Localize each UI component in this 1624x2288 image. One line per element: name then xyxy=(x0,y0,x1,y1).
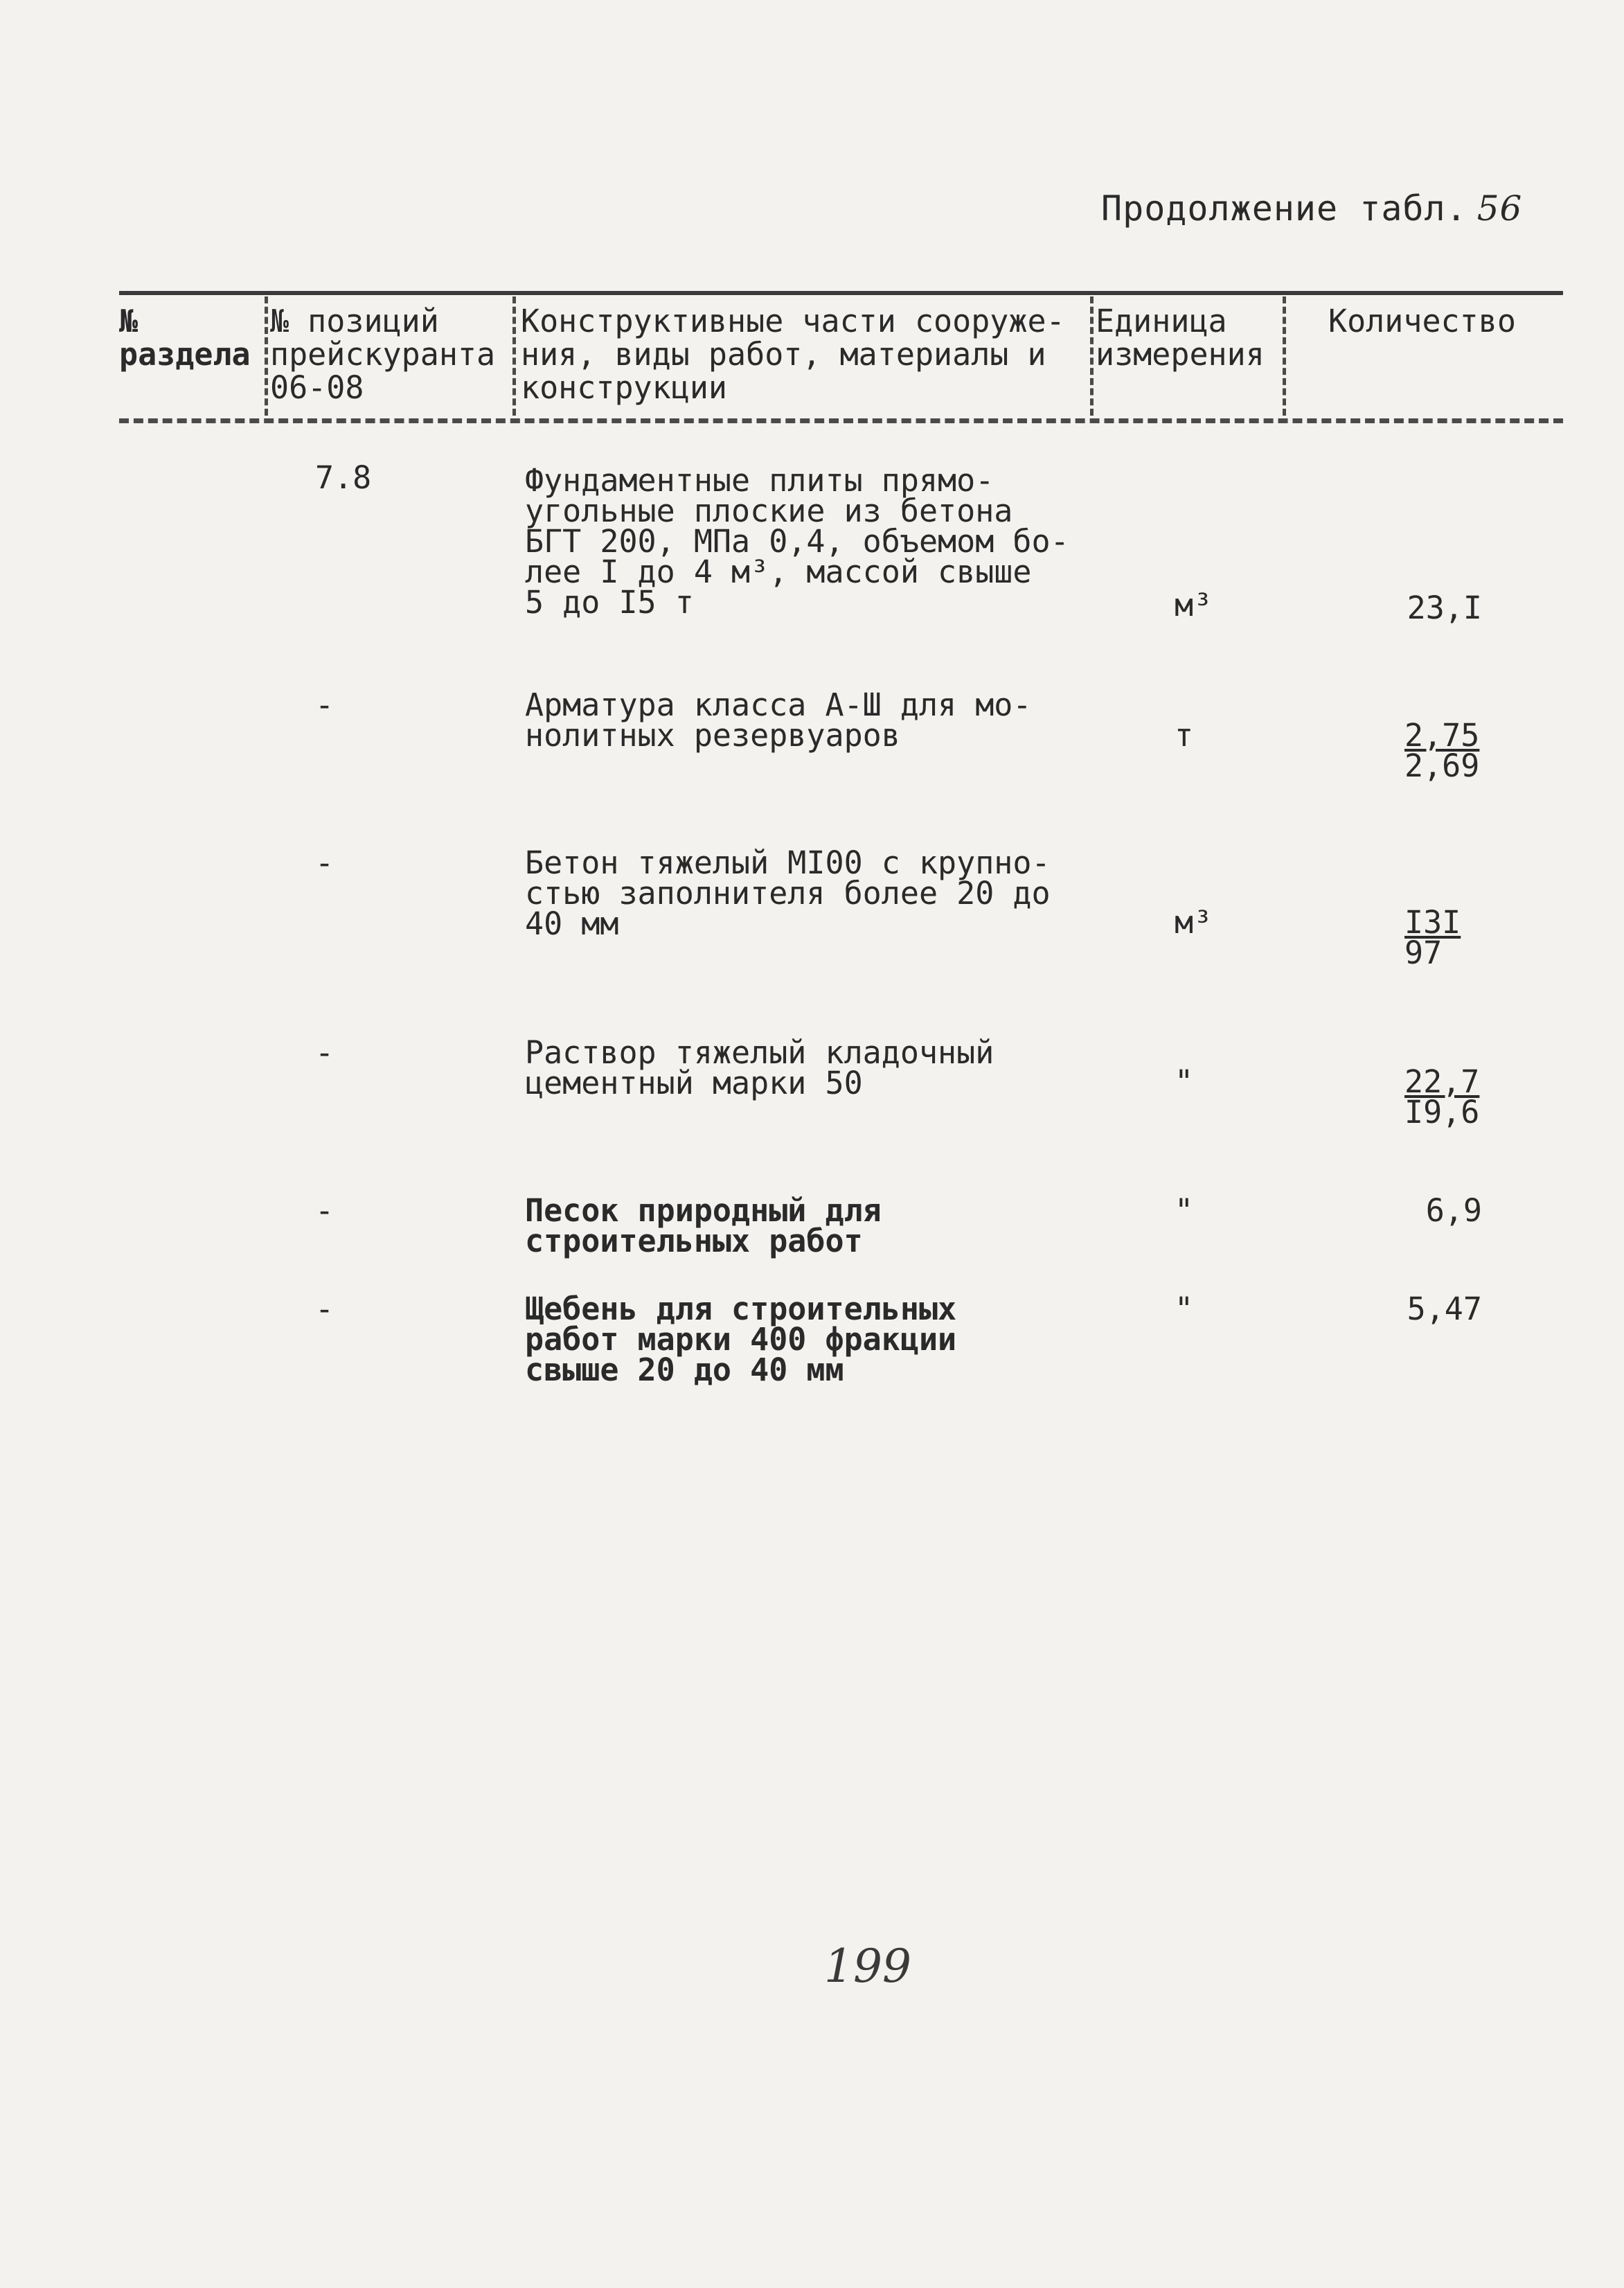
row-position: - xyxy=(315,1034,334,1071)
header-top-rule xyxy=(119,291,1563,295)
row-position: - xyxy=(315,844,334,881)
row-position: - xyxy=(315,1192,334,1229)
header-price-positions: № позиций прейскуранта 06-08 xyxy=(270,303,496,406)
row-quantity-bottom: I9,6 xyxy=(1404,1094,1480,1130)
page-number: 199 xyxy=(824,1940,911,1993)
row-unit: м³ xyxy=(1175,587,1213,623)
caption-text: Продолжение табл. xyxy=(1101,188,1467,229)
row-quantity-fraction xyxy=(1404,904,1461,971)
row-description: Раствор тяжелый кладочный цементный марки 50 xyxy=(525,1034,994,1101)
row-quantity-top: 2,75 xyxy=(1404,717,1480,754)
row-quantity-top: 22,7 xyxy=(1404,1063,1480,1100)
row-unit: " xyxy=(1175,1192,1194,1229)
header-bottom-rule xyxy=(119,418,1563,423)
row-description: Песок природный для строительных работ xyxy=(525,1192,882,1259)
row-unit: м³ xyxy=(1175,904,1213,941)
column-separator xyxy=(1090,296,1094,416)
row-quantity-bottom: 97 xyxy=(1404,934,1443,971)
row-quantity-bottom: 2,69 xyxy=(1404,747,1480,784)
column-separator xyxy=(512,296,516,416)
column-separator xyxy=(1283,296,1286,416)
header-quantity: Количество xyxy=(1328,303,1516,339)
row-quantity: 5,47 xyxy=(1407,1291,1482,1327)
row-quantity: 6,9 xyxy=(1425,1192,1482,1229)
row-description: Фундаментные плиты прямо- угольные плоские из бетона БГТ 200, МПа 0,4, объемом бо- лее I до 4 м³, массой свыше 5 до I5 т xyxy=(525,462,1069,621)
column-separator xyxy=(265,296,268,416)
header-unit: Единица измерения xyxy=(1096,303,1265,373)
row-position: - xyxy=(315,1291,334,1327)
row-quantity-top: I3I xyxy=(1404,904,1461,941)
row-position: 7.8 xyxy=(315,459,372,496)
table-caption xyxy=(1101,188,1522,229)
row-position: - xyxy=(315,686,334,723)
row-unit: " xyxy=(1175,1063,1194,1100)
row-description: Бетон тяжелый МI00 с крупно- стью заполнителя более 20 до 40 мм xyxy=(525,844,1051,942)
row-quantity-fraction xyxy=(1404,1063,1480,1130)
row-description: Арматура класса А-Ш для мо- нолитных резервуаров xyxy=(525,686,1032,754)
row-quantity-fraction xyxy=(1404,717,1480,784)
row-description: Щебень для строительных работ марки 400 фракции свыше 20 до 40 мм xyxy=(525,1291,957,1388)
row-quantity: 23,I xyxy=(1407,589,1482,626)
row-unit: т xyxy=(1175,717,1194,754)
table-number: 56 xyxy=(1476,188,1523,229)
row-unit: " xyxy=(1175,1291,1194,1327)
header-structural-parts: Конструктивные части сооруже- ния, виды работ, материалы и конструкции xyxy=(521,303,1065,406)
header-section-number: № раздела xyxy=(119,303,251,373)
